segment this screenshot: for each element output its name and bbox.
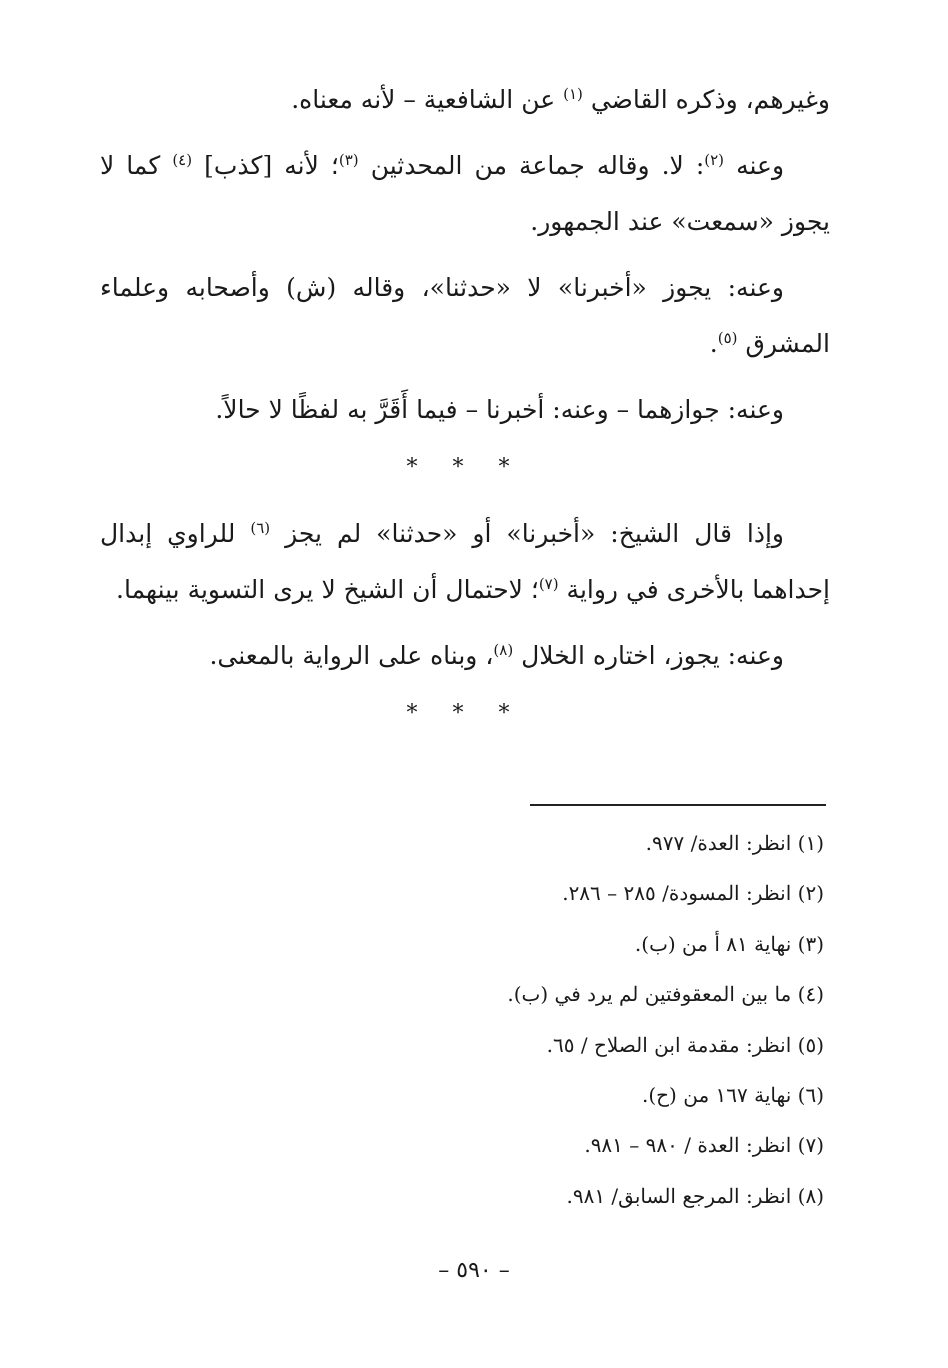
footnote-ref: (١) xyxy=(563,85,583,103)
paragraph-3: وعنه: يجوز «أخبرنا» لا «حدثنا»، وقاله (ش) وأصحابه وعلماء المشرق $^{(٥)}$. xyxy=(100,273,830,358)
footnote-divider xyxy=(530,804,826,806)
footnote-ref: (٥) xyxy=(717,329,738,347)
footnote: (٨) انظر: المرجع السابق/ ٩٨١. xyxy=(566,1183,824,1208)
footnote-ref: (٦) xyxy=(250,519,271,537)
section-separator: * * * xyxy=(406,701,524,726)
footnote-ref: (٤) xyxy=(172,151,193,169)
footnote: (١) انظر: العدة/ ٩٧٧. xyxy=(645,831,824,855)
footnote: (٥) انظر: مقدمة ابن الصلاح / ٦٥. xyxy=(546,1032,824,1057)
footnotes-list xyxy=(430,818,824,1221)
footnote: (٢) انظر: المسودة/ ٢٨٥ – ٢٨٦. xyxy=(562,881,824,906)
footnote-ref: (٨) xyxy=(493,641,514,659)
footnote-ref: (٧) xyxy=(538,575,559,593)
paragraph-4: وعنه: جوازهما – وعنه: أخبرنا – فيما أَقَرَّ به لفظًا لا حالاً. xyxy=(215,395,784,424)
footnote: (٣) نهاية ٨١ أ من (ب). xyxy=(634,931,824,956)
main-text xyxy=(100,72,830,752)
footnote: (٧) انظر: العدة / ٩٨٠ – ٩٨١. xyxy=(584,1133,824,1158)
footnote-ref: (٢) xyxy=(704,151,725,169)
footnote: (٤) ما بين المعقوفتين لم يرد في (ب). xyxy=(507,982,824,1007)
paragraph-1: وغيرهم، وذكره القاضي $^{(١)}$ عن الشافعية – لأنه معناه. xyxy=(291,85,830,114)
paragraph-5: وإذا قال الشيخ: «أخبرنا» أو «حدثنا» لم يجز $^{(٦)}$ للراوي إبدال إحداهما بالأخرى في رواية $^{(٧)}$؛ لاحتمال أن الشيخ لا يرى التسوية بينهما. xyxy=(100,519,830,604)
paragraph-2: وعنه $^{(٢)}$: لا. وقاله جماعة من المحدثين $^{(٣)}$؛ لأنه [كذب] $^{(٤)}$ كما لا يجوز «سمعت» عند الجمهور. xyxy=(100,151,830,236)
footnote-ref: (٣) xyxy=(338,151,359,169)
footnote: (٦) نهاية ١٦٧ من (ح). xyxy=(641,1083,824,1108)
paragraph-6: وعنه: يجوز، اختاره الخلال $^{(٨)}$، وبناه على الرواية بالمعنى. xyxy=(209,641,784,670)
section-separator: * * * xyxy=(406,455,524,480)
page-number: – ٥٩٠ – xyxy=(438,1258,510,1283)
